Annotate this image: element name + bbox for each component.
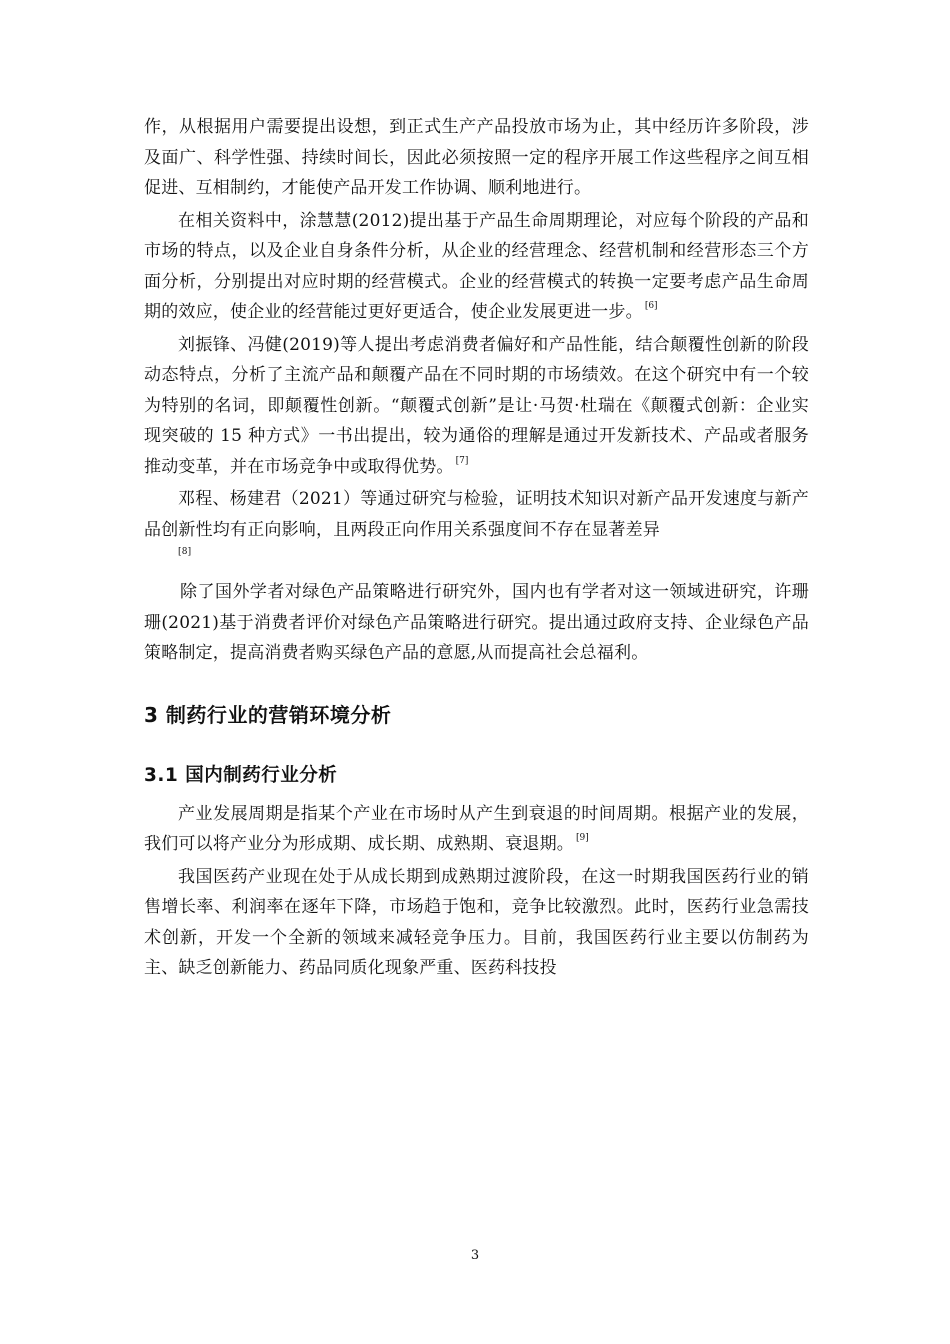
paragraph-liu-zhenfeng <box>144 330 809 483</box>
paragraph-text: 刘振锋、冯健(2019)等人提出考虑消费者偏好和产品性能，结合颠覆性创新的阶段动态特点，分析了主流产品和颠覆产品在不同时期的市场绩效。在这个研究中有一个较为特别的名词，即颠覆性创新。“颠覆式创新”是让·马贺·杜瑞在《颠覆式创新：企业实现突破的 15 种方式》一书出提出，较为通俗的理解是通过开发新技术、产品或者服务推动变革，并在市场竞争中或取得优势。 <box>144 334 809 477</box>
page-content <box>144 112 809 984</box>
citation-marker: [6] <box>644 301 658 311</box>
paragraph-text: 作，从根据用户需要提出设想，到正式生产产品投放市场为止，其中经历许多阶段，涉及面广、科学性强、持续时间长，因此必须按照一定的程序开展工作这些程序之间互相促进、互相制约，才能使产品开发工作协调、顺利地进行。 <box>144 117 809 198</box>
page-number: 3 <box>470 1248 480 1263</box>
subsection-heading-3-1: 3.1 国内制药行业分析 <box>144 764 338 786</box>
paragraph-tu-huihui <box>144 206 809 328</box>
citation-marker: [8] <box>178 547 192 557</box>
paragraph-industry-cycle <box>144 799 809 860</box>
paragraph-deng-cheng <box>144 484 809 561</box>
paragraph-text: 邓程、杨建君（2021）等通过研究与检验，证明技术知识对新产品开发速度与新产品创新性均有正向影响，且两段正向作用关系强度间不存在显著差异 <box>144 489 809 540</box>
citation-marker: [7] <box>455 455 469 466</box>
paragraph-text: 我国医药产业现在处于从成长期到成熟期过渡阶段，在这一时期我国医药行业的销售增长率、利润率在逐年下降，市场趋于饱和，竞争比较激烈。此时，医药行业急需技术创新，开发一个全新的领域来减轻竞争压力。目前，我国医药行业主要以仿制药为主、缺乏创新能力、药品同质化现象严重、医药科技投 <box>144 866 809 978</box>
paragraph-product-development <box>144 112 809 204</box>
paragraph-text: 在相关资料中，涂慧慧(2012)提出基于产品生命周期理论，对应每个阶段的产品和市场的特点，以及企业自身条件分析，从企业的经营理念、经营机制和经营形态三个方面分析，分别提出对应时期的经营模式。企业的经营模式的转换一定要考虑产品生命周期的效应，使企业的经营能过更好更适合，使企业发展更进一步。 <box>144 210 809 322</box>
section-heading-3: 3 制药行业的营销环境分析 <box>144 702 392 727</box>
citation-marker: [9] <box>576 833 589 843</box>
paragraph-pharma-industry <box>144 862 809 984</box>
paragraph-text: 除了国外学者对绿色产品策略进行研究外，国内也有学者对这一领域进研究，许珊珊(2021)基于消费者评价对绿色产品策略进行研究。提出通过政府支持、企业绿色产品策略制定，提高消费者购买绿色产品的意愿,从而提高社会总福利。 <box>144 582 809 663</box>
paragraph-green-product <box>144 577 809 669</box>
paragraph-text: 产业发展周期是指某个产业在市场时从产生到衰退的时间周期。根据产业的发展，我们可以将产业分为形成期、成长期、成熟期、衰退期。 <box>144 803 809 854</box>
